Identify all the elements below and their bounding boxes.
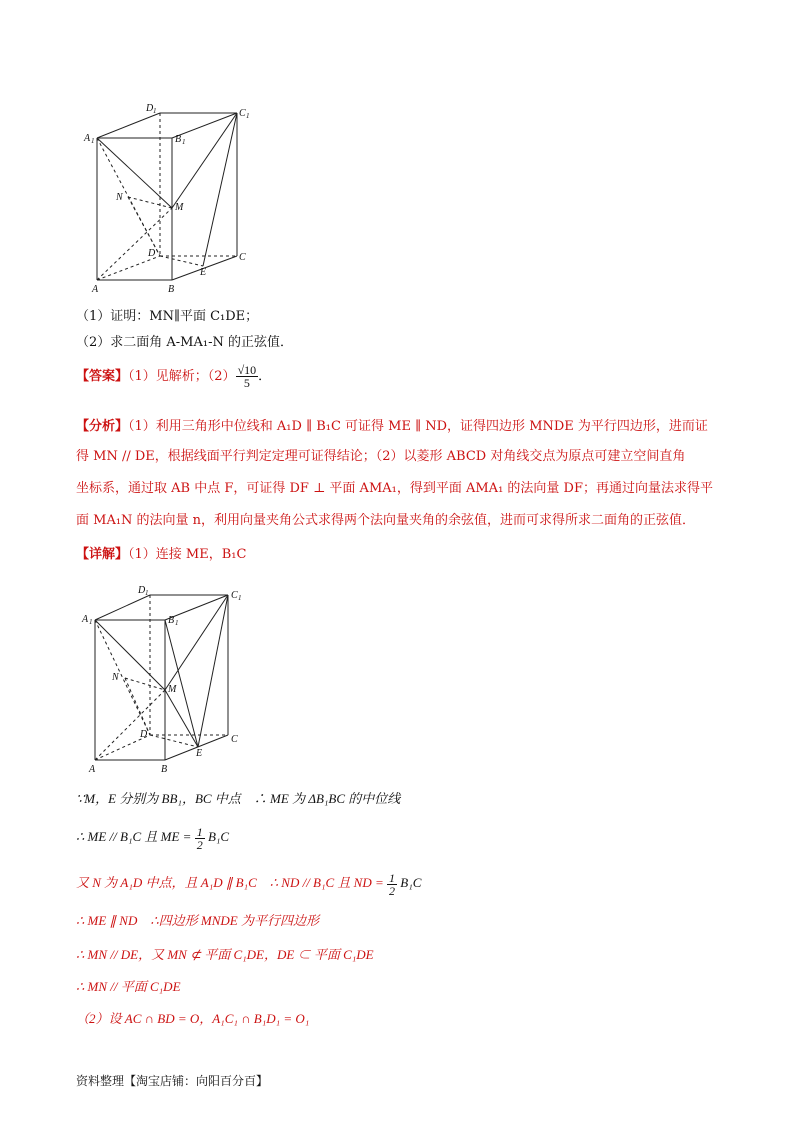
answer-frac-num: √10 <box>237 363 257 377</box>
label-D1: D <box>146 103 154 114</box>
detail-step-2 <box>76 824 229 851</box>
label-B: B <box>168 284 175 295</box>
detail-head-text: （1）连接 ME，B₁C <box>128 547 247 562</box>
svg-text:1: 1 <box>182 138 186 146</box>
svg-text:A: A <box>82 614 89 625</box>
answer-frac-den: 5 <box>243 376 250 390</box>
answer-line <box>76 364 271 390</box>
svg-text:N: N <box>112 672 119 683</box>
svg-text:1: 1 <box>89 618 93 626</box>
analysis-tag: 【分析】 <box>76 419 129 434</box>
label-A1: A <box>84 133 91 144</box>
svg-text:1: 1 <box>238 594 242 602</box>
answer-tag: 【答案】 <box>76 369 129 384</box>
svg-text:A: A <box>89 764 96 775</box>
problem-part2: （2）求二面角 A-MA₁-N 的正弦值． <box>76 335 293 350</box>
half-den-1: 2 <box>196 837 203 852</box>
analysis-line-4: 面 MA₁N 的法向量 n，利用向量夹角公式求得两个法向量夹角的余弦值，进而可求得所求二面角的正弦值． <box>76 513 696 528</box>
prism-figure-1 <box>80 98 260 298</box>
label-A: A <box>92 284 99 295</box>
prism-figure-2 <box>80 580 260 780</box>
label-C1: C <box>239 108 246 119</box>
half-den-2: 2 <box>389 883 396 898</box>
analysis-text-1: （1）利用三角形中位线和 A₁D ∥ B₁C 可证得 ME ∥ ND，证得四边形 MNDE 为平行四边形，进而证 <box>128 419 708 434</box>
svg-text:D: D <box>140 729 148 740</box>
detail-step-3-text: 又 N 为 A₁D 中点，且 A₁D ∥ B₁C ∴ ND // B₁C 且 ND = <box>76 875 384 890</box>
half-fraction-1 <box>195 826 205 851</box>
svg-text:1: 1 <box>175 619 179 627</box>
detail-step-6: ∴ MN // 平面 C₁DE <box>76 979 181 994</box>
analysis-line-2: 得 MN // DE，根据线面平行判定定理可证得结论；（2）以菱形 ABCD 对角线交点为原点可建立空间直角 <box>76 449 686 464</box>
problem-part1: （1）证明：MN∥平面 C₁DE； <box>76 309 259 324</box>
svg-text:1: 1 <box>246 112 250 120</box>
detail-step-2-text: ∴ ME // B₁C 且 ME = <box>76 829 192 844</box>
svg-text:1: 1 <box>145 589 149 597</box>
svg-text:1: 1 <box>91 137 95 145</box>
footer-source: 资料整理【淘宝店铺：向阳百分百】 <box>76 1074 269 1088</box>
svg-text:D: D <box>138 585 146 596</box>
half-num-1: 1 <box>196 824 203 839</box>
detail-tag: 【详解】 <box>76 547 129 562</box>
prism-figure-1-svg <box>80 98 260 298</box>
detail-step-4: ∴ ME ∥ ND ∴四边形 MNDE 为平行四边形 <box>76 913 319 928</box>
half-num-2: 1 <box>389 870 396 885</box>
svg-text:M: M <box>168 684 177 695</box>
svg-text:E: E <box>196 748 203 759</box>
label-C: C <box>239 252 246 263</box>
answer-text: （1）见解析；（2） <box>128 369 236 384</box>
svg-text:C: C <box>231 590 238 601</box>
label-D: D <box>148 248 156 259</box>
detail-step-3-tail: B₁C <box>400 875 422 890</box>
detail-heading <box>76 546 246 564</box>
detail-step-2-tail: B₁C <box>207 829 230 844</box>
label-M: M <box>175 202 184 213</box>
answer-fraction <box>236 364 259 389</box>
detail-step-5: ∴ MN // DE，又 MN ⊄ 平面 C₁DE，DE ⊂ 平面 C₁DE <box>76 947 374 962</box>
svg-text:B: B <box>168 615 175 626</box>
half-fraction-2 <box>387 872 397 897</box>
analysis-line-3: 坐标系，通过取 AB 中点 F，可证得 DF ⊥ 平面 AMA₁，得到平面 AMA₁ 的法向量 DF；再通过向量法求得平 <box>76 481 713 496</box>
detail-step-3 <box>76 870 421 897</box>
analysis-line-1 <box>76 418 708 436</box>
svg-text:C: C <box>231 734 238 745</box>
detail-step-7: （2）设 AC ∩ BD = O，A₁C₁ ∩ B₁D₁ = O₁ <box>76 1011 310 1026</box>
label-E: E <box>200 267 207 278</box>
label-B1: B <box>175 134 182 145</box>
detail-step-1: ∵M，E 分别为 BB₁，BC 中点 ∴ ME 为 ΔB₁BC 的中位线 <box>76 791 401 806</box>
svg-text:1: 1 <box>153 107 157 115</box>
answer-tail: ． <box>258 369 272 384</box>
svg-text:B: B <box>161 764 168 775</box>
prism-figure-2-svg <box>80 580 260 780</box>
label-N: N <box>116 192 123 203</box>
